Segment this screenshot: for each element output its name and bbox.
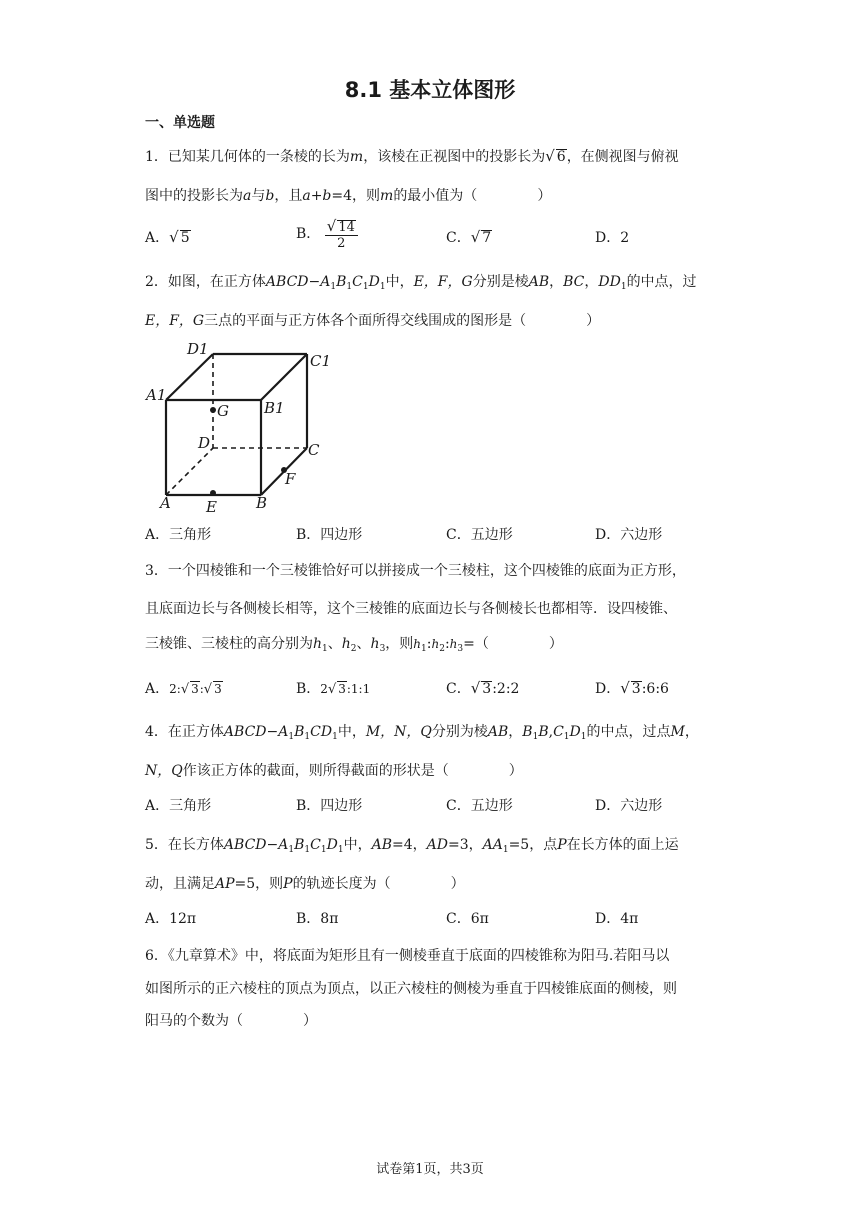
q4-option-a[interactable]: A．三角形 [145,798,212,814]
q1-option-b[interactable]: B． $\frac{√ 14}{2}$ [296,217,358,251]
point-g [210,407,216,413]
q4-option-d[interactable]: D．六边形 [595,798,663,814]
q3-option-a[interactable]: A．2:√ 3:√ 3 [145,681,222,697]
label-f: F [285,470,296,488]
q3-line-3: 三棱锥、三棱柱的高分别为$h_1$、$h_2$、$h_3$，则$h_1:h_2:h_3=$（ ） [145,636,563,654]
q5-option-a[interactable]: A．12π [145,911,197,927]
q5-option-b[interactable]: B．8π [296,911,339,927]
q2-line-2: E，F，G三点的平面与正方体各个面所得交线围成的图形是（ ） [145,313,601,329]
label-a1: A1 [146,386,167,404]
label-e: E [206,498,217,516]
q5-line-2: 动，且满足AP=5，则P的轨迹长度为（ ） [145,876,465,892]
q6-line-2: 如图所示的正六棱柱的顶点为顶点，以正六棱柱的侧棱为垂直于四棱锥底面的侧棱，则 [145,981,677,997]
q2-line-1: 2．如图，在正方体$ABCD-A_1B_1C_1D_1$中，E，F，G分别是棱AB，BC，$DD_1$的中点，过 [145,274,697,292]
q1-line-1: 1．已知某几何体的一条棱的长为m，该棱在正视图中的投影长为√ 6，在侧视图与俯视 [145,147,679,165]
q6-line-3: 阳马的个数为（ ） [145,1013,317,1029]
q2-option-a[interactable]: A．三角形 [145,527,212,543]
q3-line-1: 3．一个四棱锥和一个三棱锥恰好可以拼接成一个三棱柱，这个四棱锥的底面为正方形， [145,563,686,579]
cube-figure [140,338,340,518]
q3-option-d[interactable]: D．√ 3:6:6 [595,679,669,697]
label-b: B [256,494,268,512]
point-e [210,490,216,496]
q1-line-2: 图中的投影长为a与b，且a+b=4，则m的最小值为（ ） [145,188,552,204]
q2-option-d[interactable]: D．六边形 [595,527,663,543]
label-b1: B1 [264,399,285,417]
q4-line-1: 4．在正方体$ABCD-A_1B_1CD_1$中，M，N，Q分别为棱AB，$B_1B,C_1D_1$的中点，过点M， [145,724,699,742]
q5-option-c[interactable]: C．6π [446,911,489,927]
page-title: 8.1 基本立体图形 [344,78,516,102]
q1-option-a[interactable]: A．√ 5 [145,228,190,246]
q1-option-c[interactable]: C．√ 7 [446,228,492,246]
q3-option-c[interactable]: C．√ 3:2:2 [446,679,520,697]
label-a: A [160,494,171,512]
q2-option-b[interactable]: B．四边形 [296,527,363,543]
edge-a1d1 [166,354,213,400]
q5-line-1: 5．在长方体$ABCD-A_1B_1C_1D_1$中，AB=4，AD=3，$AA_1=5$，点P在长方体的面上运 [145,837,679,855]
q3-line-2: 且底面边长与各侧棱长相等，这个三棱锥的底面边长与各侧棱长也都相等．设四棱锥、 [145,601,677,617]
edge-b1c1 [261,354,307,400]
q1-option-d[interactable]: D．2 [595,230,630,246]
label-g: G [217,402,229,420]
q4-line-2: N，Q作该正方体的截面，则所得截面的形状是（ ） [145,763,523,779]
label-d1: D1 [187,340,209,358]
q2-option-c[interactable]: C．五边形 [446,527,513,543]
label-c1: C1 [310,352,332,370]
q6-line-1: 6．《九章算术》中，将底面为矩形且有一侧棱垂直于底面的四棱锥称为阳马.若阳马以 [145,948,670,964]
q4-option-b[interactable]: B．四边形 [296,798,363,814]
edge-ad [166,448,213,495]
section-heading: 一、单选题 [145,115,215,131]
label-d: D [198,434,211,452]
label-c: C [308,441,320,459]
q4-option-c[interactable]: C．五边形 [446,798,513,814]
q3-option-b[interactable]: B．2√ 3:1:1 [296,681,371,697]
q5-option-d[interactable]: D．4π [595,911,639,927]
page-footer: 试卷第1页，共3页 [376,1162,484,1177]
